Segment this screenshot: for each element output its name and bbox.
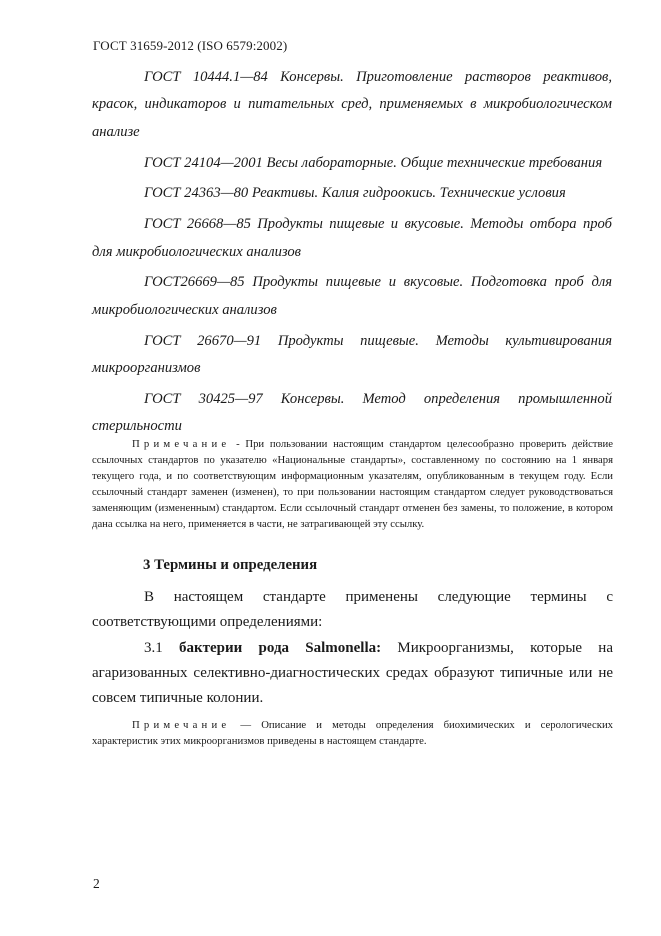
note-text: При пользовании настоящим стандартом целесообразно проверить действие ссылочных стандартов по указателю «Национальные стандарты», составленному по состоянию на 1 января текущего года, и по соответствующим информационным указателям, опубликованным в текущем году. Если ссылочный стандарт заменен (изменен), то при пользовании настоящим стандартом следует руководствоваться заменяющим (измененным) стандартом. Если ссылочный стандарт отменен без замены, то положение, в котором дана ссылка на него, применяется в части, не затрагивающей эту ссылку. (92, 438, 613, 530)
section-intro-text: В настоящем стандарте применены следующие термины с соответствующими определениями: (92, 589, 613, 630)
reference-item: ГОСТ 26668—85 Продукты пищевые и вкусовые. Методы отбора проб для микробиологических анализов (92, 216, 612, 260)
term-definition-block (92, 636, 613, 711)
section-intro (92, 585, 613, 635)
note-label: Примечание (132, 719, 231, 731)
note-separator: — (230, 719, 262, 731)
reference-item: ГОСТ 24363—80 Реактивы. Калия гидроокись. Технические условия (144, 185, 566, 202)
term-note (92, 718, 613, 750)
reference-item: ГОСТ26669—85 Продукты пищевые и вкусовые. Подготовка проб для микробиологических анализов (92, 274, 612, 318)
term-number: 3.1 (144, 640, 163, 656)
page-header-doc-code: ГОСТ 31659-2012 (ISO 6579:2002) (93, 38, 288, 53)
note-text: Описание и методы определения биохимических и серологических характеристик этих микроорганизмов приведены в настоящем стандарте. (92, 719, 614, 747)
page-number: 2 (93, 876, 100, 891)
reference-item: ГОСТ 24104—2001 Весы лабораторные. Общие технические требования (144, 154, 603, 171)
reference-item: ГОСТ 30425—97 Консервы. Метод определения промышленной стерильности (92, 390, 612, 435)
reference-item: ГОСТ 10444.1—84 Консервы. Приготовление растворов реактивов, красок, индикаторов и питательных сред, применяемых в микробиологическом анализе (92, 69, 612, 140)
note-label: Примечание (132, 438, 231, 450)
normative-references-list (92, 64, 612, 444)
term-name: бактерии рода Salmonella: (179, 640, 382, 656)
term-definition: Микроорганизмы, которые на агаризованных селективно-диагностических средах образуют типичные или не совсем типичные колонии. (92, 640, 613, 706)
references-note (92, 437, 613, 532)
section-title: 3 Термины и определения (143, 557, 318, 573)
note-separator: - (230, 438, 246, 450)
reference-item: ГОСТ 26670—91 Продукты пищевые. Методы культивирования микроорганизмов (92, 332, 612, 377)
